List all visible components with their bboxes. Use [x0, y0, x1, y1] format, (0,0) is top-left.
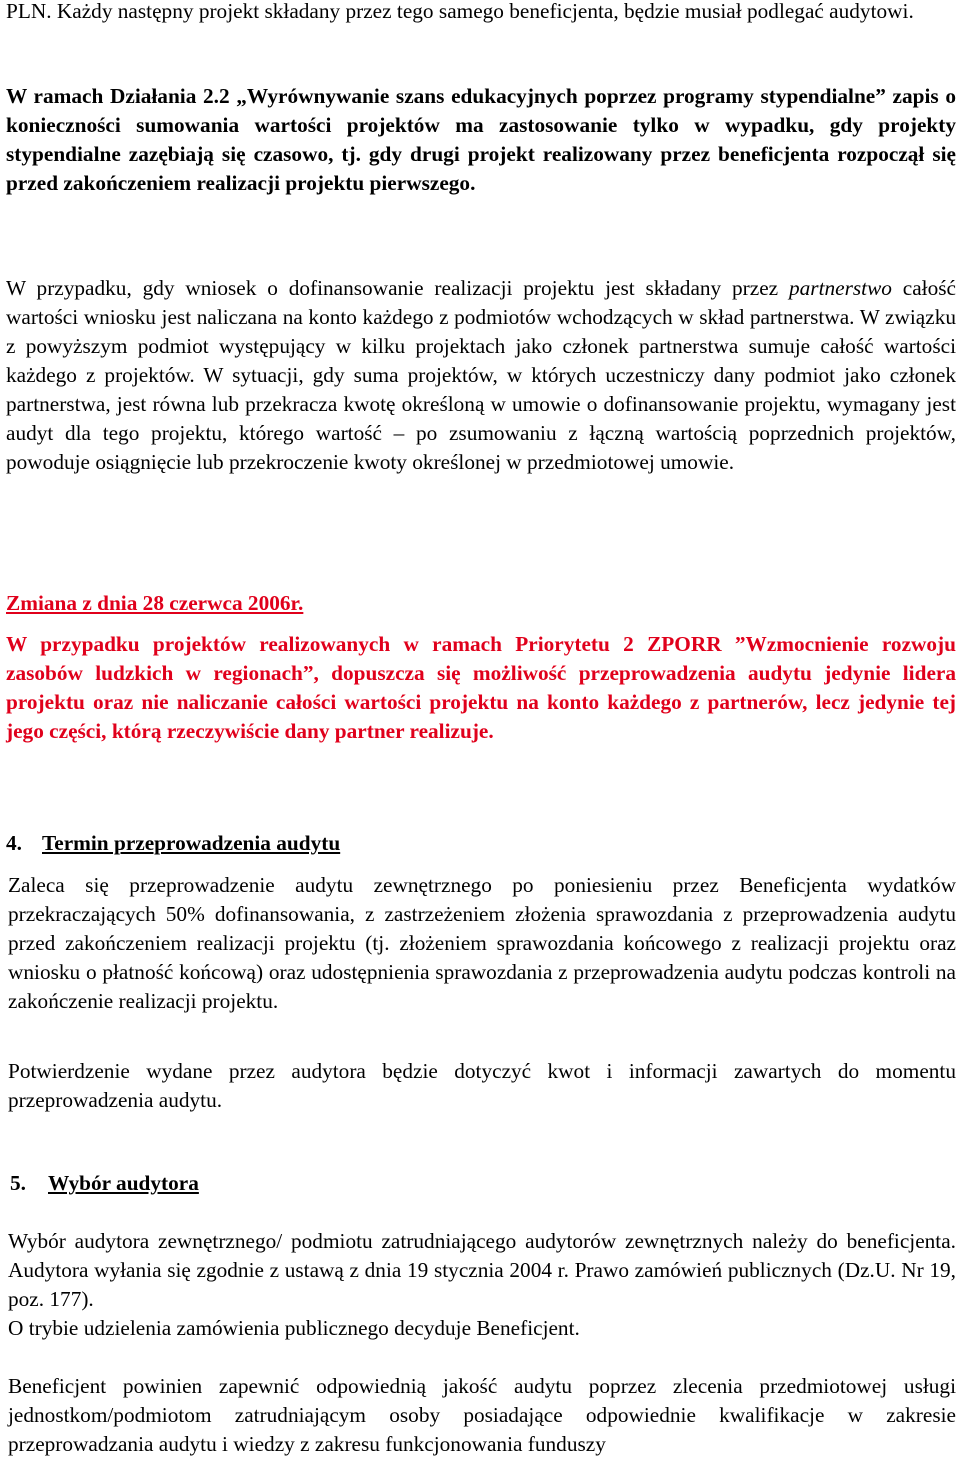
paragraph-auditor-selection: Wybór audytora zewnętrznego/ podmiotu zatrudniającego audytorów zewnętrznych należy do beneficjenta. Audytora wyłania się zgodnie z ustawą z dnia 19 stycznia 2004 r. Prawo zamówień publicznych (Dz.U. Nr 19, poz. 177).: [8, 1229, 956, 1311]
section-5-heading: [10, 1169, 199, 1198]
section-4-title: Termin przeprowadzenia audytu: [42, 831, 341, 855]
paragraph-audit-confirmation: Potwierdzenie wydane przez audytora będzie dotyczyć kwot i informacji zawartych do momentu przeprowadzenia audytu.: [8, 1059, 956, 1112]
change-note: Zmiana z dnia 28 czerwca 2006r.: [6, 591, 304, 615]
paragraph-procurement-mode: O trybie udzielenia zamówienia publicznego decyduje Beneficjent.: [8, 1316, 580, 1340]
section-4-heading: [6, 829, 340, 858]
paragraph-audit-requirement: PLN. Każdy następny projekt składany przez tego samego beneficjenta, będzie musiał podlegać audytowi.: [6, 0, 914, 23]
paragraph-partnership-rule: [6, 274, 956, 477]
paragraph-priority-2-exception: W przypadku projektów realizowanych w ramach Priorytetu 2 ZPORR ”Wzmocnienie rozwoju zasobów ludzkich w regionach”, dopuszcza się możliwość przeprowadzenia audytu jedynie lidera projektu oraz nie naliczanie całości wartości projektu na konto każdego z partnerów, lecz jedynie tej jego części, którą rzeczywiście dany partner realizuje.: [6, 632, 956, 743]
section-4-number: 4.: [6, 831, 22, 855]
partnership-text-rest: całość wartości wniosku jest naliczana na konto każdego z podmiotów wchodzących w skład partnerstwa. W związku z powyższym podmiot występujący w kilku projektach jako członek partnerstwa sumuje całość wartości każdego z projektów. W sytuacji, gdy suma projektów, w których uczestniczy dany podmiot jako członek partnerstwa, jest równa lub przekracza kwotę określoną w umowie o dofinansowanie projektu, wymagany jest audyt dla tego projektu, którego wartość – po zsumowaniu z łączną wartością poprzednich projektów, powoduje osiągnięcie lub przekroczenie kwoty określonej w przedmiotowej umowie.: [6, 276, 956, 474]
section-5-title: Wybór audytora: [48, 1171, 199, 1195]
paragraph-scholarship-rule: W ramach Działania 2.2 „Wyrównywanie szans edukacyjnych poprzez programy stypendialne” zapis o konieczności sumowania wartości projektów ma zastosowanie tylko w wypadku, gdy projekty stypendialne zazębiają się czasowo, tj. gdy drugi projekt realizowany przez beneficjenta rozpoczął się przed zakończeniem realizacji projektu pierwszego.: [6, 84, 956, 195]
paragraph-audit-timing: Zaleca się przeprowadzenie audytu zewnętrznego po poniesieniu przez Beneficjenta wydatków przekraczających 50% dofinansowania, z zastrzeżeniem złożenia sprawozdania z przeprowadzenia audytu przed zakończeniem realizacji projektu (tj. złożeniem sprawozdania końcowego z realizacji projektu oraz wniosku o płatność końcową) oraz udostępnienia sprawozdania z przeprowadzenia audytu podczas kontroli na zakończenie realizacji projektu.: [8, 873, 956, 1013]
section-5-number: 5.: [10, 1171, 26, 1195]
partnership-text-start: W przypadku, gdy wniosek o dofinansowanie realizacji projektu jest składany przez: [6, 276, 789, 300]
paragraph-audit-quality: Beneficjent powinien zapewnić odpowiednią jakość audytu poprzez zlecenia przedmiotowej usługi jednostkom/podmiotom zatrudniającym osoby posiadające odpowiednie kwalifikacje w zakresie przeprowadzania audytu i wiedzy z zakresu funkcjonowania funduszy: [8, 1374, 956, 1456]
partnership-term: partnerstwo: [788, 276, 892, 300]
